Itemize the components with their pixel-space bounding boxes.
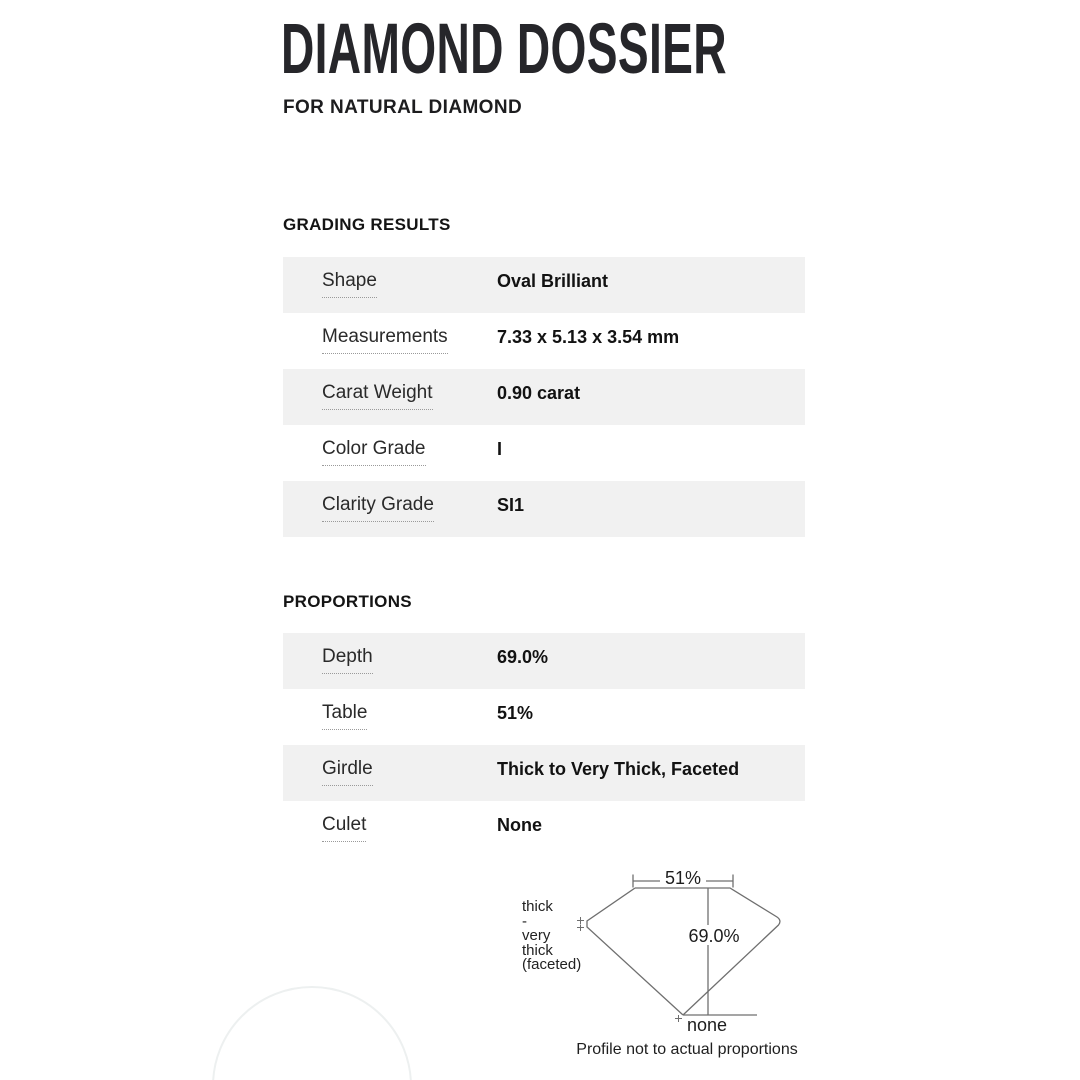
girdle-annotation-line: thick bbox=[522, 898, 553, 915]
row-label: Color Grade bbox=[322, 438, 426, 466]
culet-marker bbox=[675, 1015, 682, 1022]
grading-results-table bbox=[283, 257, 805, 537]
row-value: 51% bbox=[497, 703, 534, 723]
row-value: 7.33 x 5.13 x 3.54 mm bbox=[497, 327, 680, 347]
table-row-depth bbox=[283, 633, 805, 689]
proportions-table bbox=[283, 633, 805, 857]
row-label: Depth bbox=[322, 646, 373, 674]
page-subtitle: FOR NATURAL DIAMOND bbox=[283, 97, 523, 118]
table-row-table bbox=[283, 689, 805, 745]
table-row-shape bbox=[283, 257, 805, 313]
row-value: I bbox=[497, 439, 503, 459]
row-label: Carat Weight bbox=[322, 382, 433, 410]
girdle-annotation-line: thick bbox=[522, 941, 553, 959]
row-value: 69.0% bbox=[497, 647, 549, 667]
girdle-annotation-line: (faceted) bbox=[522, 956, 582, 973]
watermark-circle bbox=[212, 986, 412, 1080]
culet-label: none bbox=[687, 1015, 728, 1035]
row-value: None bbox=[497, 815, 542, 835]
depth-percent-label: 69.0% bbox=[688, 926, 740, 946]
grading-results-heading: GRADING RESULTS bbox=[283, 215, 451, 234]
row-value: Thick to Very Thick, Faceted bbox=[497, 759, 740, 779]
row-label: Table bbox=[322, 702, 367, 730]
diagram-footnote: Profile not to actual proportions bbox=[576, 1041, 798, 1058]
table-percent-label: 51% bbox=[664, 868, 702, 888]
table-row-clarity-grade bbox=[283, 481, 805, 537]
row-label: Measurements bbox=[322, 326, 448, 354]
girdle-annotation-line: - bbox=[522, 912, 527, 930]
girdle-annotation-line: very bbox=[522, 927, 551, 944]
row-label: Shape bbox=[322, 270, 377, 298]
table-row-girdle bbox=[283, 745, 805, 801]
table-row-carat-weight bbox=[283, 369, 805, 425]
row-label: Clarity Grade bbox=[322, 494, 434, 522]
row-value: Oval Brilliant bbox=[497, 271, 609, 291]
diamond-outline-left bbox=[587, 888, 683, 1015]
row-label: Girdle bbox=[322, 758, 373, 786]
table-row-culet bbox=[283, 801, 805, 857]
girdle-annotation bbox=[522, 900, 581, 973]
row-value: 0.90 carat bbox=[497, 383, 581, 403]
table-row-measurements bbox=[283, 313, 805, 369]
table-row-color-grade bbox=[283, 425, 805, 481]
proportions-heading: PROPORTIONS bbox=[283, 592, 412, 611]
row-value: SI1 bbox=[497, 495, 525, 515]
page-title: DIAMOND DOSSIER bbox=[281, 10, 727, 89]
row-label: Culet bbox=[322, 814, 366, 842]
